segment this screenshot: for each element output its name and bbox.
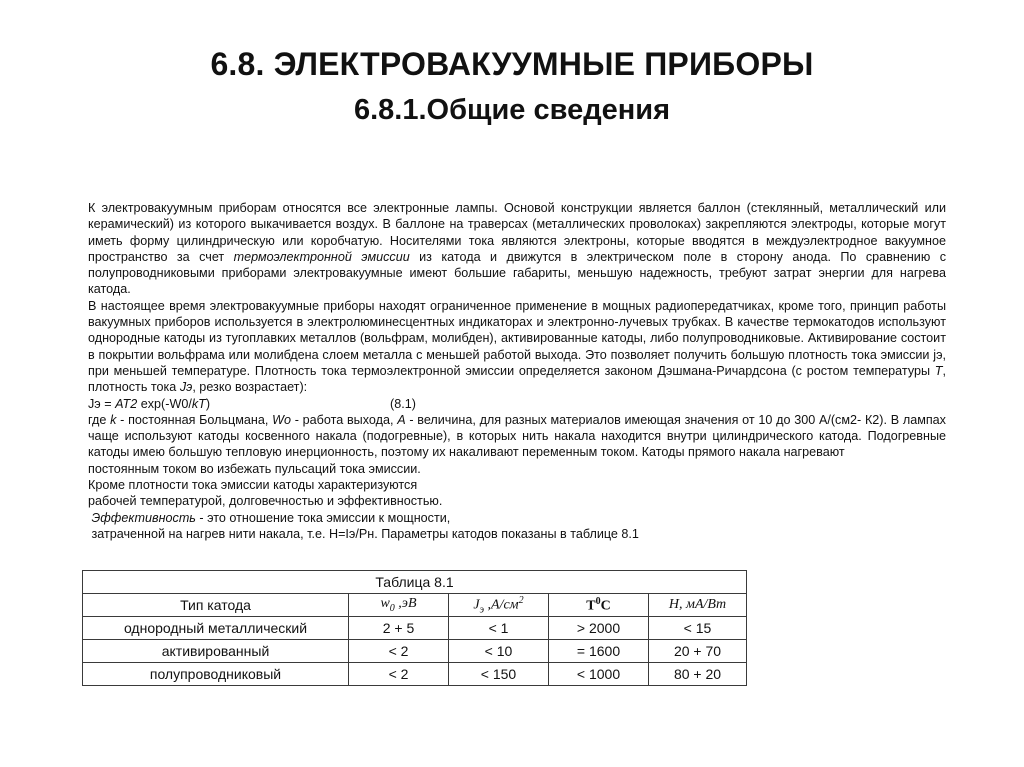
formula-term-kt: kT	[191, 396, 206, 411]
paragraph-3-symbol-wo: Wo	[272, 412, 291, 427]
table-row	[83, 617, 747, 640]
formula-right-paren: )	[205, 396, 211, 411]
paragraph-3-part-c: - работа выхода,	[291, 412, 398, 427]
text-line-efficiency-formula: затраченной на нагрев нити накала, т.е. H=Iэ/Pн. Параметры катодов показаны в таблице 8.1	[88, 526, 639, 541]
table-header-row	[83, 594, 747, 617]
cathode-parameters-table-container	[82, 570, 746, 686]
header-cathode-type: Тип катода	[83, 594, 349, 617]
cell-current-density: < 1	[449, 617, 549, 640]
paragraph-3-symbol-k: k	[110, 412, 117, 427]
header-t-symbol: T	[586, 598, 596, 614]
paragraph-1-part-b: из катода и движутся в электрическом поле в сторону анода. По сравнению с полупроводниковыми приборами электровакуумные имеют большие габариты, меньшую надежность, требуют затрат энергии для нагрева катода.	[88, 249, 946, 297]
formula-dushman-richardson	[88, 396, 946, 412]
cell-work-function: < 2	[349, 663, 449, 686]
header-temperature	[549, 594, 649, 617]
cell-efficiency: < 15	[649, 617, 747, 640]
formula-middle: exp(-W0/	[137, 396, 192, 411]
header-j-superscript: 2	[518, 594, 524, 606]
header-w-symbol: w	[380, 596, 390, 612]
formula-left-side: Jэ =	[88, 396, 116, 411]
paragraph-2-emphasis-temperature: T	[934, 363, 943, 378]
table-caption-row	[83, 571, 747, 594]
efficiency-definition-rest: - это отношение тока эмиссии к мощности,	[195, 510, 451, 525]
paragraph-3-part-a: где	[88, 412, 111, 427]
header-w-units: ,эВ	[394, 596, 417, 612]
title-line-secondary: 6.8.1.Общие сведения	[353, 94, 670, 126]
text-line-efficiency-definition	[88, 510, 946, 526]
cell-efficiency: 20 + 70	[649, 640, 747, 663]
paragraph-1-emphasis: термоэлектронной эмиссии	[233, 249, 410, 264]
paragraph-3	[88, 412, 946, 461]
header-t-superscript: 0	[595, 595, 601, 607]
formula-term-at2: AT2	[115, 396, 138, 411]
efficiency-term: Эффективность	[88, 510, 196, 525]
header-w-subscript: 0	[389, 602, 395, 614]
header-j-units: ,A/см	[484, 597, 519, 613]
title-line-primary: 6.8. ЭЛЕКТРОВАКУУМНЫЕ ПРИБОРЫ	[210, 46, 814, 82]
paragraph-3-symbol-a: A	[397, 412, 406, 427]
header-t-units: C	[600, 598, 611, 614]
text-line-cathode-characteristics: Кроме плотности тока эмиссии катоды характеризуются	[88, 478, 418, 493]
paragraph-2-emphasis-current: Jэ	[179, 380, 193, 395]
cell-work-function: < 2	[349, 640, 449, 663]
header-work-function	[349, 594, 449, 617]
paragraph-1	[88, 200, 946, 298]
cell-cathode-type: однородный металлический	[83, 617, 349, 640]
paragraph-3-part-d: - величина, для разных материалов имеющая значения от 10 до 300 А/(см2- К2). В лампах чаще используют катоды косвенного накала (подогревные), в которых нить накала находится внутри цилиндрического катода. Подогревные катоды имею большую тепловую инерционность, поэтому их накаливают переменным током. Катоды прямого накала нагревают	[88, 412, 946, 460]
page-title	[0, 44, 1024, 130]
cell-temperature: = 1600	[549, 640, 649, 663]
cathode-parameters-table	[82, 570, 747, 686]
paragraph-2-part-c: , резко возрастает):	[192, 380, 308, 395]
header-efficiency: H, мA/Bт	[649, 594, 747, 617]
text-line-working-temperature: рабочей температурой, долговечностью и эффективностью.	[88, 494, 443, 509]
document-body	[88, 200, 946, 542]
table-caption: Таблица 8.1	[83, 571, 747, 594]
cell-current-density: < 150	[449, 663, 549, 686]
paragraph-3-part-b: - постоянная Больцмана,	[116, 412, 273, 427]
cell-work-function: 2 + 5	[349, 617, 449, 640]
paragraph-2	[88, 298, 946, 396]
text-line-constant-current: постоянным током во избежать пульсаций тока эмиссии.	[88, 461, 421, 476]
header-current-density	[449, 594, 549, 617]
paragraph-2-part-a: В настоящее время электровакуумные приборы находят ограниченное применение в мощных радиопередатчиках, кроме того, принцип работы вакуумных приборов используется в электролюминесцентных индикаторах и электронно-лучевых трубках. В качестве термокатодов используют однородные катоды из тугоплавких металлов (вольфрам, молибден), активированные катоды, либо полупроводниковые. Активирование состоит в покрытии вольфрама или молибдена слоем металла с меньшей работой выхода. Это позволяет получить большую плотность тока эмиссии jэ, при меньшей температуре. Плотность тока термоэлектронной эмиссии определяется законом Дэшмана-Ричардсона (с ростом температуры	[88, 298, 946, 378]
paragraph-1-part-a: К электровакуумным приборам относятся все электронные лампы. Основой конструкции является баллон (стеклянный, металлический или керамический) из которого выкачивается воздух. В баллоне на траверсах (металлических проволоках) закрепляются электроды, которые могут иметь форму цилиндрическую или коробчатую. Носителями тока являются электроны, которые вводятся в междуэлектродное вакуумное пространство за счет	[88, 201, 946, 264]
table-row	[83, 663, 747, 686]
header-j-subscript: э	[479, 604, 485, 616]
cell-current-density: < 10	[449, 640, 549, 663]
formula-number: (8.1)	[390, 396, 416, 411]
cell-temperature: > 2000	[549, 617, 649, 640]
header-j-symbol: J	[473, 597, 480, 613]
cell-cathode-type: активированный	[83, 640, 349, 663]
cell-efficiency: 80 + 20	[649, 663, 747, 686]
table-row	[83, 640, 747, 663]
cell-cathode-type: полупроводниковый	[83, 663, 349, 686]
paragraph-2-part-b: , плотность тока	[88, 363, 946, 395]
cell-temperature: < 1000	[549, 663, 649, 686]
